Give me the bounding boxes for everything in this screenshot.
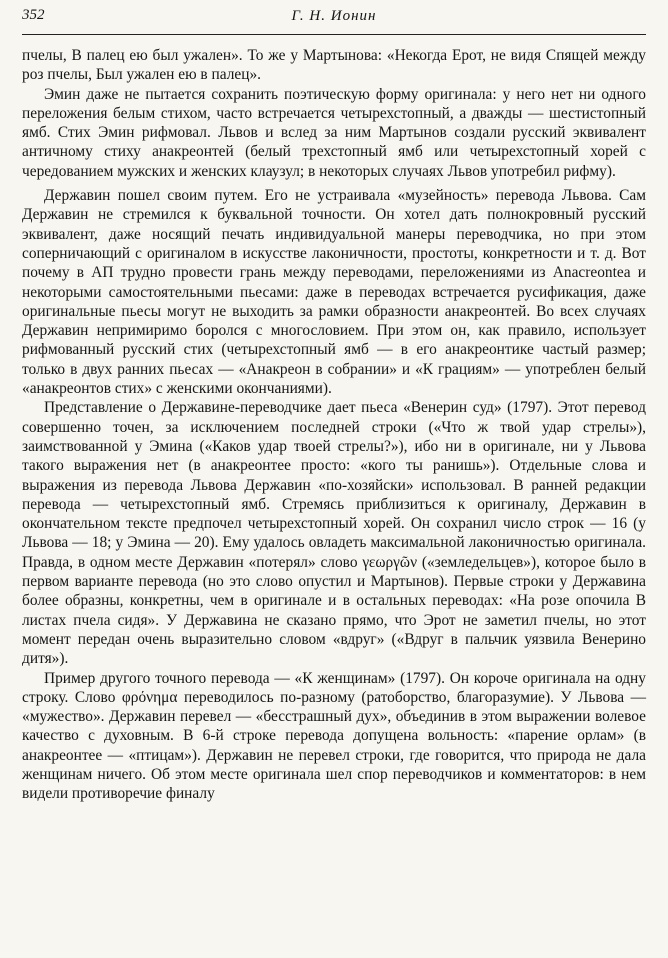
paragraph-3: Державин пошел своим путем. Его не устраивала «музейность» перевода Львова. Сам Державин не стремился к буквальной точности. Он хотел дать полнокровный русский эквивалент, даже носящий печать индивидуальной манеры переводчика, но при этом соперничающий с оригиналом в искусстве лаконичности, простоты, конкретности и т. д. Вот почему в АП трудно провести грань между переводами, переложениями из Anacreontea и некоторыми самостоятельными пьесами: даже в переводах встречается русификация, даже оригинальные пьесы могут не выходить за рамки образности анакреонтей. Во всех случаях Державин непримиримо боролся с многословием. При этом он, как правило, использует рифмованный русский стих (четырехстопный ямб — в его анакреонтике частый размер; только в двух ранних пьесах — «Анакреон в собрании» и «К грациям» — употреблен белый «анакреонтов стих» с женскими окончаниями). <box>22 187 646 398</box>
page-number: 352 <box>22 7 45 23</box>
paragraph-1: пчелы, В палец ею был ужален». То же у Мартынова: «Некогда Ерот, не видя Спящей между роз пчелы, Был ужален ею в палец». <box>22 47 646 84</box>
page-header <box>0 0 668 32</box>
header-rule <box>22 34 646 35</box>
running-head: Г. Н. Ионин <box>291 8 377 24</box>
paragraph-4: Представление о Державине-переводчике дает пьеса «Венерин суд» (1797). Этот перевод совершенно точен, за исключением последней строки («Что ж твой удар стрелы»), заимствованной у Эмина («Каков удар твоей стрелы?»), ибо ни в оригинале, ни у Львова такого выражения нет (в анакреонтее просто: «кого ты ранишь»). Отдельные слова и выражения из перевода Львова Державин «по-хозяйски» использовал. В ранней редакции перевода — четырехстопный ямб. Стремясь приблизиться к оригиналу, Державин в окончательном тексте предпочел четырехстопный хорей. Он сохранил число строк — 16 (у Львова — 18; у Эмина — 20). Ему удалось овладеть максимальной лаконичностью оригинала. Правда, в одном месте Державин «потерял» слово γεωργῶν («земледельцев»), которое было в первом варианте перевода (но это слово опустил и Мартынов). Первые строки у Державина более образны, конкретны, чем в оригинале и в остальных переводах: «На розе опочила В листах пчела сидя». У Державина не сказано прямо, что Эрот не заметил пчелы, но этот момент передан очень выразительно словом «вдруг» («Вдруг в пальчик уязвила Венерино дитя»). <box>22 399 646 668</box>
body-text <box>22 46 646 804</box>
paragraph-2: Эмин даже не пытается сохранить поэтическую форму оригинала: у него нет ни одного переложения белым стихом, часто встречается четырехстопный, а дважды — шестистопный ямб. Стих Эмин рифмовал. Львов и вслед за ним Мартынов создали русский эквивалент античному стиху анакреонтей (белый трехстопный ямб или четырехстопный хорей с чередованием мужских и женских клаузул; в некоторых случаях Львов употребил рифму). <box>22 85 646 180</box>
paragraph-5: Пример другого точного перевода — «К женщинам» (1797). Он короче оригинала на одну строку. Слово φρόνημα переводилось по-разному (ратоборство, благоразумие). У Львова — «мужество». Державин перевел — «бесстрашный дух», объединив в этом выражении волевое качество с духовным. В 6-й строке перевода допущена вольность: «парение орлам» (в анакреонтее — «птицам»). Державин не перевел строки, где говорится, что природа не дала женщинам ничего. Об этом месте оригинала шел спор переводчиков и комментаторов: в нем видели противоречие финалу <box>22 669 646 803</box>
